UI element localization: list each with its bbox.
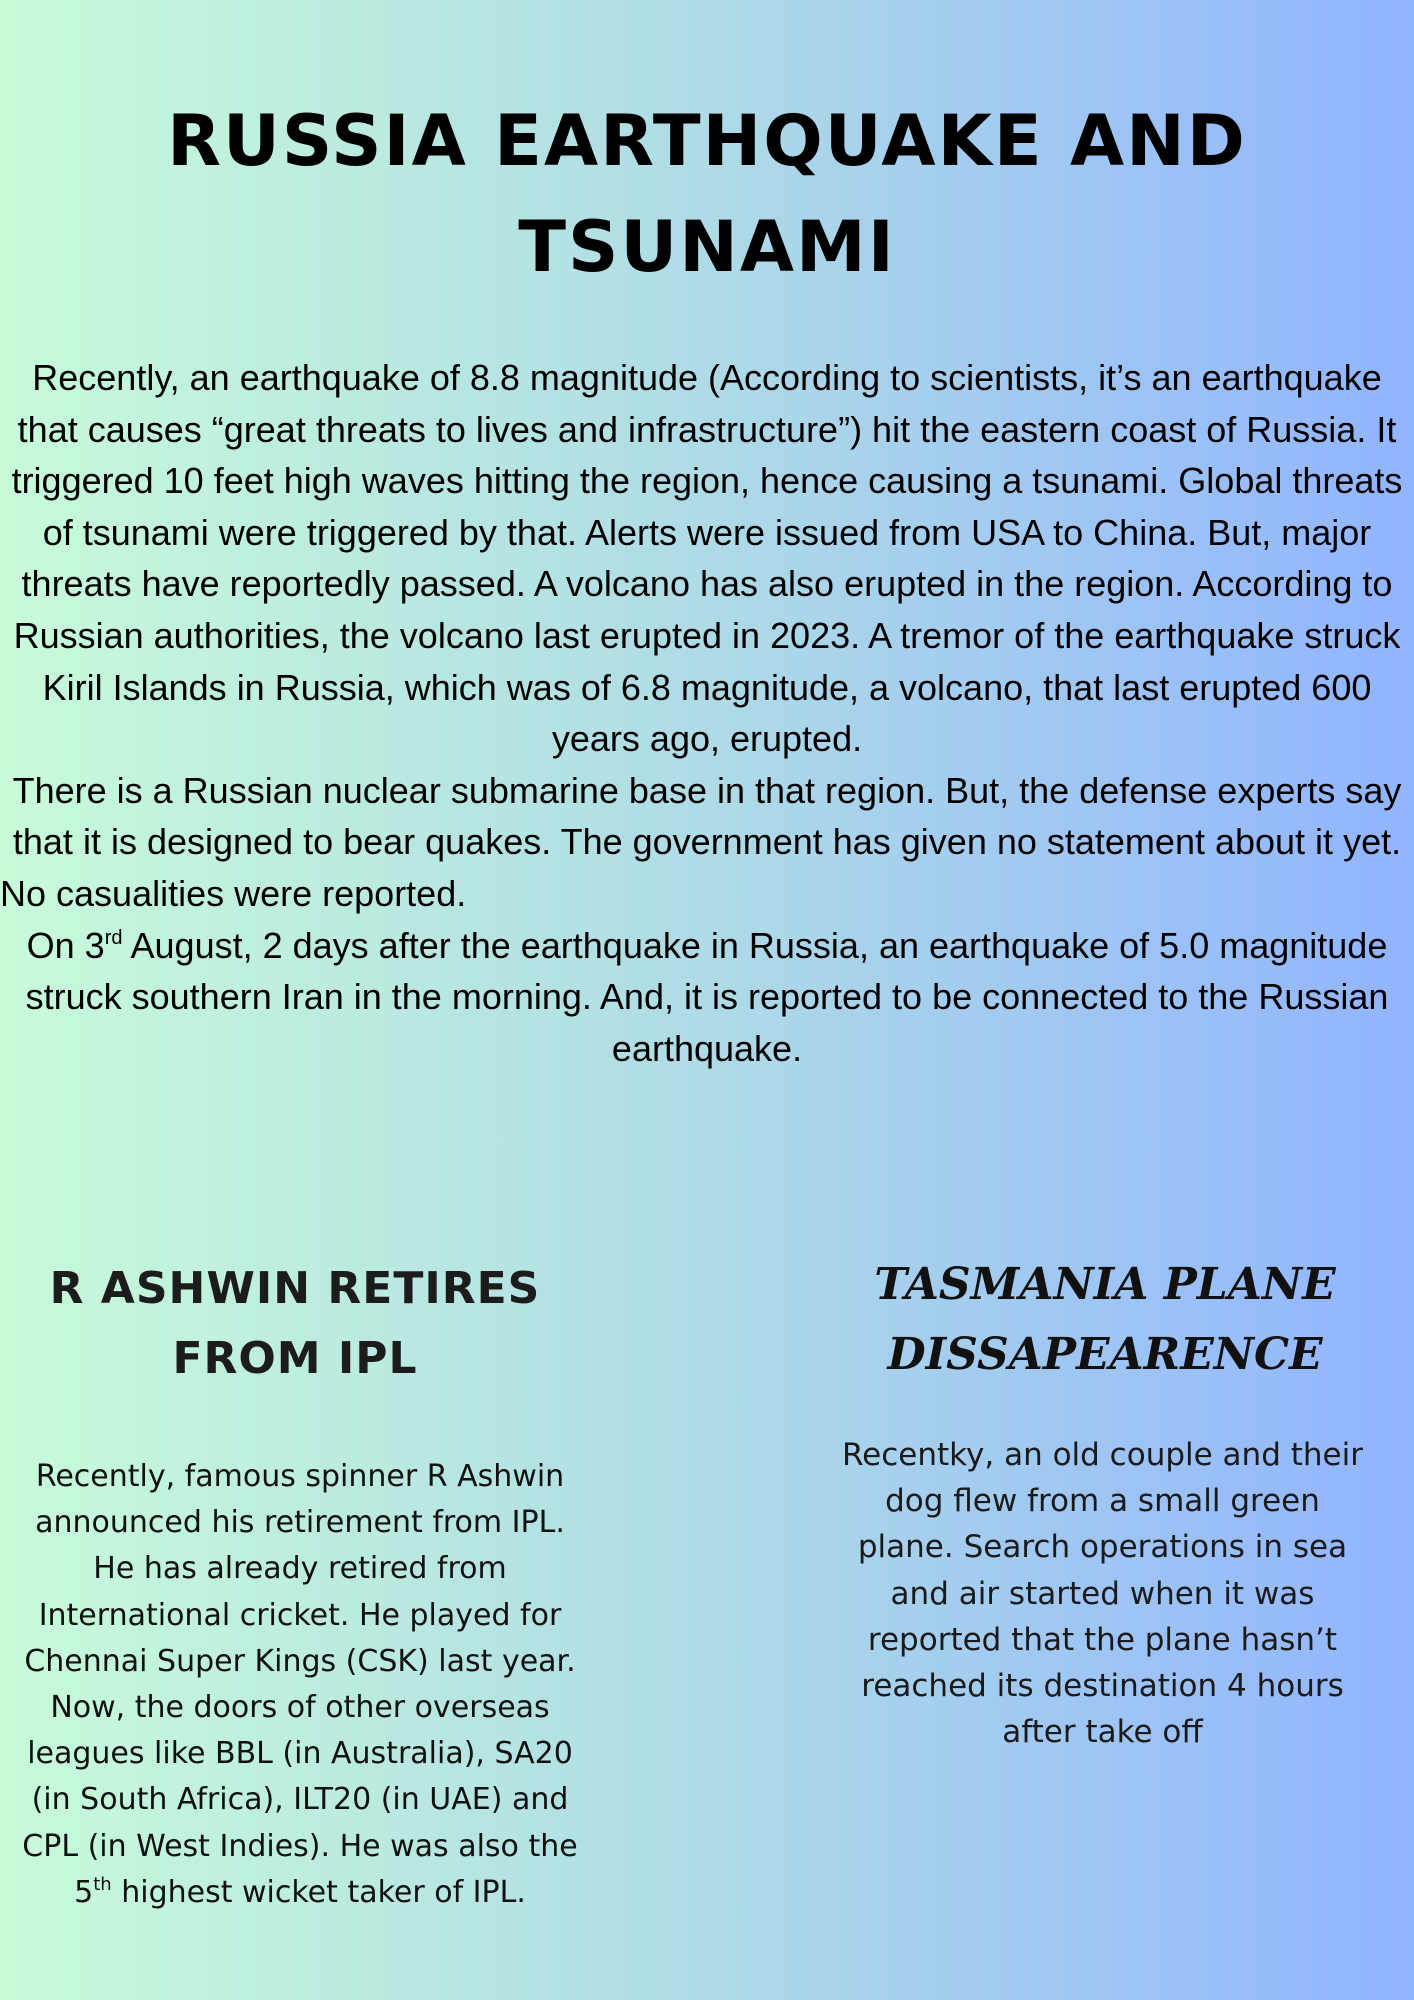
main-paragraph-1: Recently, an earthquake of 8.8 magnitude (According to scientists, it’s an earthquake that causes “great threats to lives and infrastructure”) hit the eastern coast of Russia. It triggered 10 feet high waves hitting the region, hence causing a tsunami. Global threats of tsunami were triggered by that. Alerts were issued from USA to China. But, major threats have reportedly passed. A volcano has also erupted in the region. According to Russian authorities, the volcano last erupted in 2023. A tremor of the earthquake struck Kiril Islands in Russia, which was of 6.8 magnitude, a volcano, that last erupted 600 years ago, erupted. [11, 357, 1403, 760]
main-paragraph-3: No casualities were reported. [0, 872, 467, 914]
tasmania-headline-line-1: TASMANIA PLANE [874, 1259, 1336, 1310]
main-paragraph-4-rest: August, 2 days after the earthquake in Russia, an earthquake of 5.0 magnitude struck southern Iran in the morning. And, it is reported to be connected to the Russian earthquake. [25, 924, 1389, 1069]
main-headline [0, 88, 1414, 300]
main-headline-line-2: TSUNAMI [518, 206, 896, 288]
tasmania-headline [835, 1250, 1375, 1390]
ashwin-headline [0, 1254, 590, 1394]
main-paragraph-4-prefix: On 3 [26, 924, 105, 966]
main-paragraph-2: There is a Russian nuclear submarine base in that region. But, the defense experts say that it is designed to bear quakes. The government has given no statement about it yet. [12, 769, 1402, 863]
ordinal-suffix: rd [104, 926, 123, 949]
tasmania-headline-line-2: DISSAPEARENCE [887, 1329, 1323, 1380]
main-article-body [0, 352, 1414, 1074]
ashwin-article-body [10, 1454, 590, 1916]
ashwin-body-text: Recently, famous spinner R Ashwin announced his retirement from IPL. He has already retired from International cricket. He played for Chennai Super Kings (CSK) last year. Now, the doors of other overseas leagues like BBL (in Australia), SA20 (in South Africa), ILT20 (in UAE) and CPL (in West Indies). He was also the 5 [22, 1459, 578, 1910]
tasmania-article-body: Recentky, an old couple and their dog flew from a small green plane. Search operations in sea and air started when it was reported that the plane hasn’t reached its destination 4 hours after take off [842, 1437, 1363, 1751]
ashwin-body-end: highest wicket taker of IPL. [111, 1874, 526, 1910]
ashwin-headline-line-2: FROM IPL [172, 1333, 418, 1384]
main-headline-line-1: RUSSIA EARTHQUAKE AND [167, 100, 1247, 182]
main-paragraph-4 [0, 920, 1414, 1075]
ordinal-suffix: th [93, 1873, 112, 1895]
ashwin-headline-line-1: R ASHWIN RETIRES [49, 1263, 541, 1314]
